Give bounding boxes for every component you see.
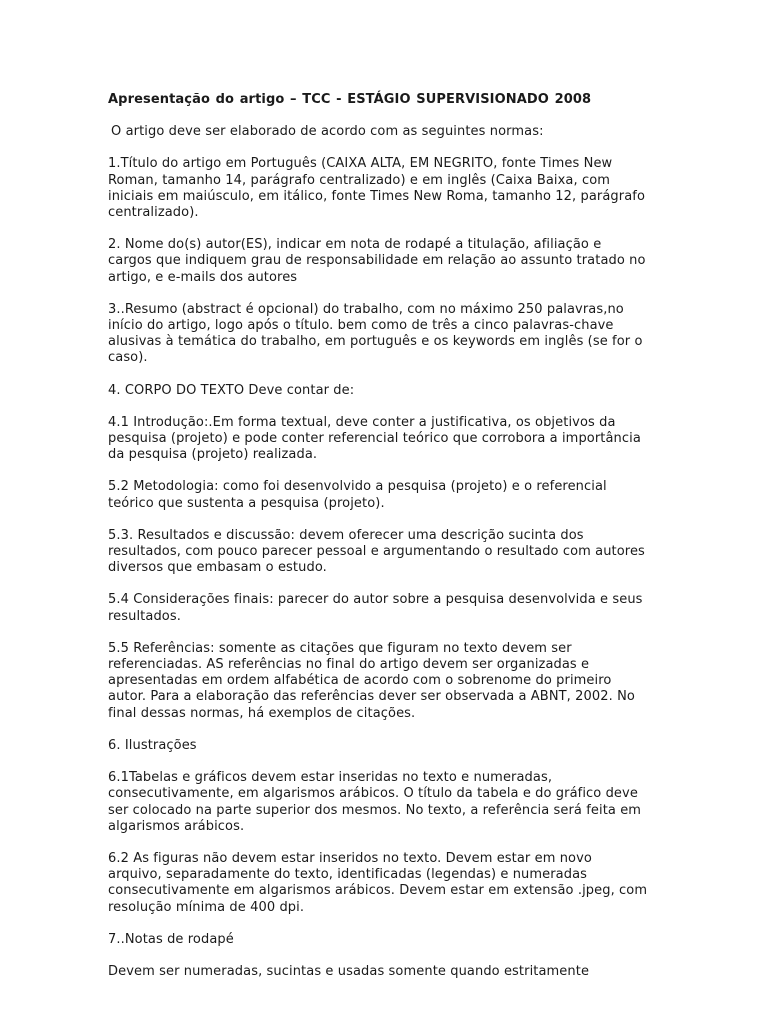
paragraph-3-resumo: 3..Resumo (abstract é opcional) do trabalho, com no máximo 250 palavras,no início do artigo, logo após o título. bem como de três a cinco palavras-chave alusivas à temática do trabalho, em português e os keywords em inglês (se for o caso). bbox=[108, 301, 643, 366]
paragraph-6-1-tabelas: 6.1Tabelas e gráficos devem estar inseridas no texto e numeradas, consecutivamente, em algarismos arábicos. O título da tabela e do gráfico deve ser colocado na parte superior dos mesmos. No texto, a referência será feita em algarismos arábicos. bbox=[108, 770, 642, 834]
paragraph-7-notas-de-rodape: 7..Notas de rodapé bbox=[108, 931, 234, 947]
paragraph-6-2-figuras: 6.2 As figuras não devem estar inseridos no texto. Devem estar em novo arquivo, separadamente do texto, identificadas (legendas) e numeradas consecutivamente em algarismos arábicos. Devem estar em extensão .jpeg, com resolução mínima de 400 dpi. bbox=[108, 850, 648, 915]
paragraph-5-5-referencias: 5.5 Referências: somente as citações que figuram no texto devem ser referenciadas. AS referências no final do artigo devem ser organizadas e apresentadas em ordem alfabética de acordo com o sobrenome do primeiro autor. Para a elaboração das referências dever ser observada a ABNT, 2002. No final dessas normas, há exemplos de citações. bbox=[108, 640, 635, 721]
paragraph-4-corpo-do-texto: 4. CORPO DO TEXTO Deve contar de: bbox=[108, 382, 355, 398]
paragraph-1-titulo: 1.Título do artigo em Português (CAIXA ALTA, EM NEGRITO, fonte Times New Roman, tamanho 14, parágrafo centralizado) e em inglês (Caixa Baixa, com iniciais em maiúsculo, em itálico, fonte Times New Roma, tamanho 12, parágrafo centralizado). bbox=[108, 156, 646, 221]
document-intro: O artigo deve ser elaborado de acordo com as seguintes normas: bbox=[111, 124, 544, 140]
paragraph-5-3-resultados: 5.3. Resultados e discussão: devem oferecer uma descrição sucinta dos resultados, com pouco parecer pessoal e argumentando o resultado com autores diversos que embasam o estudo. bbox=[108, 527, 645, 576]
document-title: Apresentação do artigo – TCC - ESTÁGIO SUPERVISIONADO 2008 bbox=[108, 92, 592, 107]
paragraph-5-2-metodologia: 5.2 Metodologia: como foi desenvolvido a pesquisa (projeto) e o referencial teórico que sustenta a pesquisa (projeto). bbox=[108, 479, 607, 511]
paragraph-2-autores: 2. Nome do(s) autor(ES), indicar em nota de rodapé a titulação, afiliação e cargos que indiquem grau de responsabilidade em relação ao assunto tratado no artigo, e e-mails dos autores bbox=[108, 237, 646, 285]
paragraph-notas-descricao: Devem ser numeradas, sucintas e usadas somente quando estritamente bbox=[108, 963, 590, 979]
paragraph-6-ilustracoes: 6. Ilustrações bbox=[108, 737, 197, 753]
paragraph-5-4-consideracoes: 5.4 Considerações finais: parecer do autor sobre a pesquisa desenvolvida e seus resultados. bbox=[108, 592, 643, 624]
document-page bbox=[108, 92, 648, 996]
paragraph-4-1-introducao: 4.1 Introdução:.Em forma textual, deve conter a justificativa, os objetivos da pesquisa (projeto) e pode conter referencial teórico que corrobora a importância da pesquisa (projeto) realizada. bbox=[108, 414, 641, 463]
